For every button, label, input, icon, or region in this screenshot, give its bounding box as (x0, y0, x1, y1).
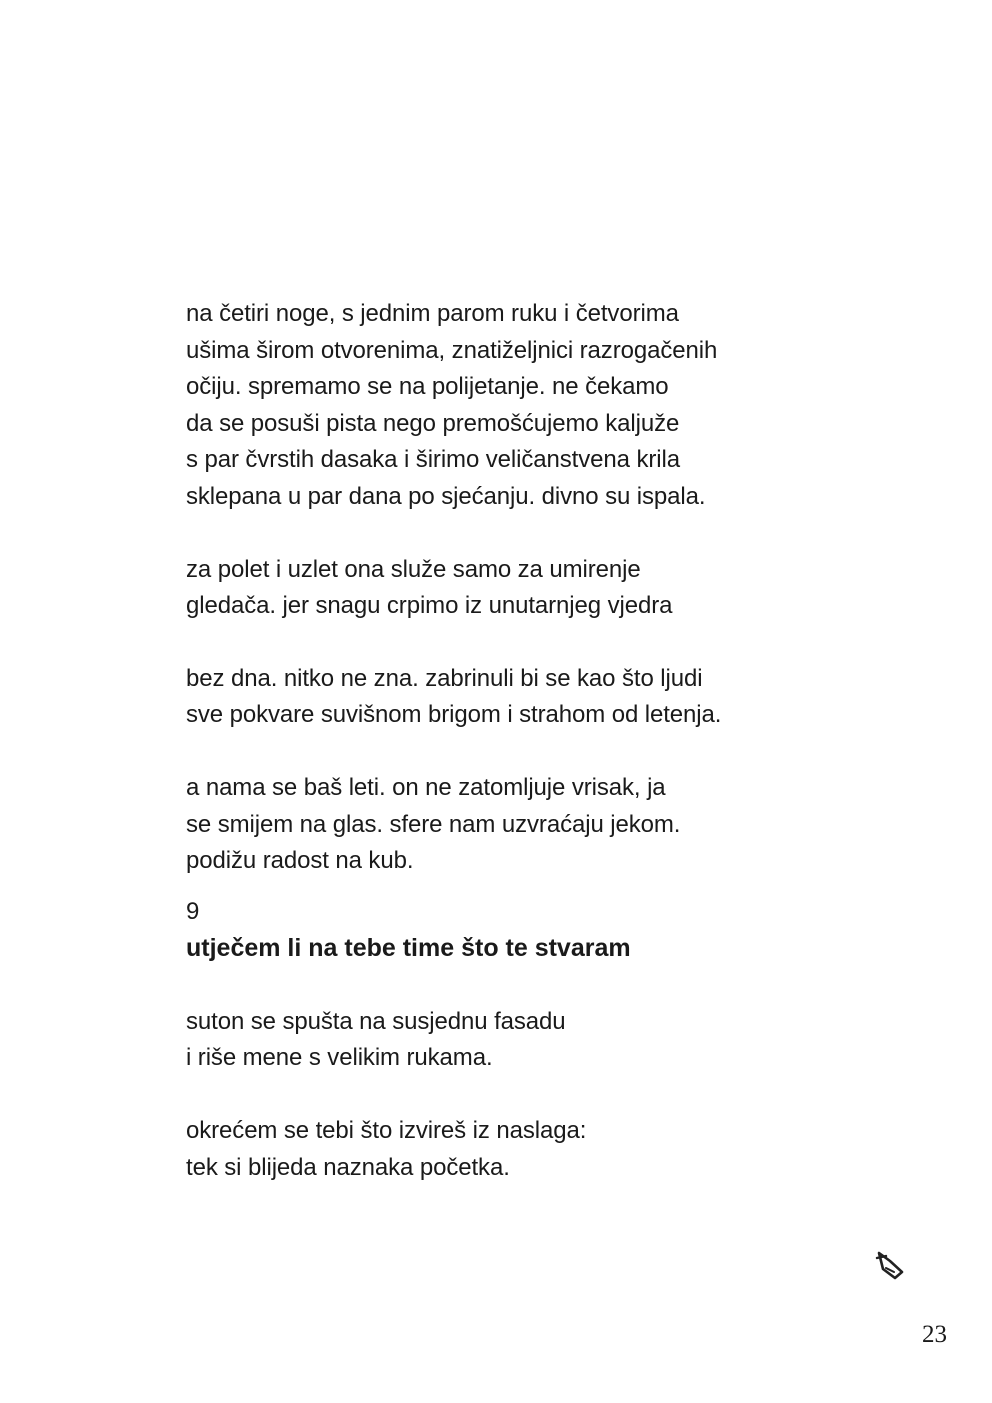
poem-line: i riše mene s velikim rukama. (186, 1044, 493, 1072)
poem-line: a nama se baš leti. on ne zatomljuje vrisak, ja (186, 773, 666, 801)
pen-mark-icon (872, 1250, 906, 1280)
poem-number: 9 (186, 897, 200, 925)
poem-line: se smijem na glas. sfere nam uzvraćaju jekom. (186, 810, 681, 838)
text-block (186, 296, 846, 1222)
poem-line: gledača. jer snagu crpimo iz unutarnjeg vjedra (186, 592, 673, 620)
poem-line: očiju. spremamo se na polijetanje. ne čekamo (186, 373, 669, 401)
poem-line: bez dna. nitko ne zna. zabrinuli bi se kao što ljudi (186, 664, 703, 692)
poem-line: da se posuši pista nego premošćujemo kaljuže (186, 409, 680, 437)
poem-line: za polet i uzlet ona služe samo za umirenje (186, 555, 641, 583)
stanza-4 (186, 770, 846, 880)
poem-line: ušima širom otvorenima, znatiželjnici razrogačenih (186, 336, 718, 364)
poem-stanza-1 (186, 1004, 846, 1077)
page-number: 23 (922, 1321, 947, 1348)
poem-line: suton se spušta na susjednu fasadu (186, 1007, 566, 1035)
poem-line: sve pokvare suvišnom brigom i strahom od letenja. (186, 701, 722, 729)
stanza-1 (186, 296, 846, 516)
poem-line: na četiri noge, s jednim parom ruku i četvorima (186, 300, 679, 327)
poem-line: sklepana u par dana po sjećanju. divno su ispala. (186, 482, 706, 510)
stanza-2 (186, 552, 846, 625)
stanza-3 (186, 661, 846, 734)
poem-line: tek si blijeda naznaka početka. (186, 1153, 510, 1181)
poem-line: podižu radost na kub. (186, 847, 414, 875)
poem-line: okrećem se tebi što izvireš iz naslaga: (186, 1116, 587, 1144)
poem-stanza-2 (186, 1113, 846, 1186)
poem-line: s par čvrstih dasaka i širimo veličanstvena krila (186, 446, 680, 474)
poem-title: utječem li na tebe time što te stvaram (186, 933, 631, 962)
